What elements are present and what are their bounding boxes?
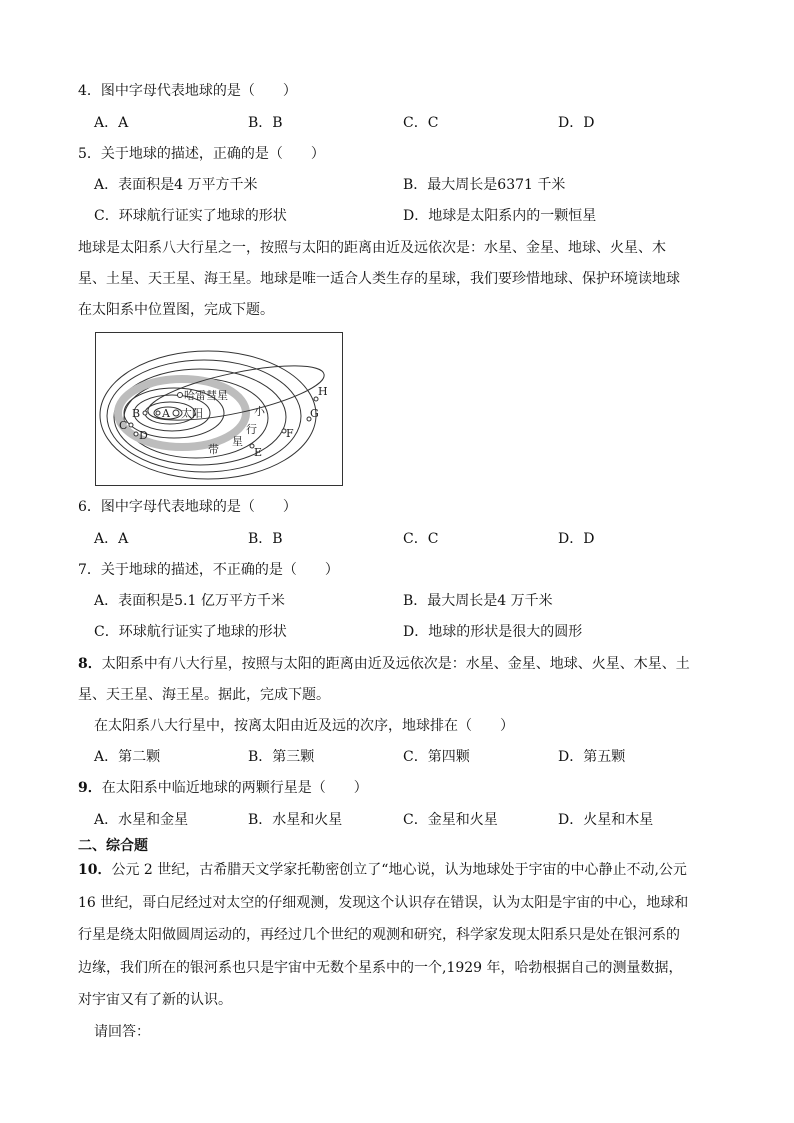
solar-system-diagram — [95, 332, 343, 486]
label-e: E — [254, 446, 263, 459]
q9-stem: 在太阳系中临近地球的两颗行星是（ ） — [101, 780, 368, 796]
q6-option-d: D．D — [558, 531, 595, 547]
q8-option-b: B．第三颗 — [248, 749, 315, 765]
q10-line-1 — [78, 860, 687, 880]
q8-line-1 — [78, 654, 690, 674]
q9-number: 9． — [78, 780, 102, 796]
planet-d-icon — [134, 432, 138, 436]
q8-sub: 在太阳系八大行星中，按离太阳由近及远的次序，地球排在（ ） — [94, 718, 514, 734]
q6-option-b: B．B — [248, 531, 283, 547]
section-title: 二、综合题 — [78, 838, 148, 854]
solar-system-svg — [96, 333, 342, 485]
q10-line-4: 边缘，我们所在的银河系也只是宇宙中无数个星系中的一个,1929 年，哈勃根据自己的测量数据， — [78, 960, 683, 976]
label-belt-2: 行 — [246, 423, 257, 436]
q9-option-b: B．水星和火星 — [248, 812, 343, 828]
label-comet: 哈雷彗星 — [184, 389, 228, 402]
q9-option-a: A．水星和金星 — [94, 812, 189, 828]
q8-option-a: A．第二颗 — [94, 749, 161, 765]
label-belt-1: 小 — [254, 405, 265, 418]
passage-line-3: 在太阳系中位置图，完成下题。 — [78, 302, 274, 318]
label-f: F — [286, 427, 294, 440]
q7-option-c: C．环球航行证实了地球的形状 — [94, 624, 287, 640]
q5-option-a: A．表面积是4 万平方千米 — [94, 177, 258, 193]
q8-text-1: 太阳系中有八大行星，按照与太阳的距离由近及远依次是：水星、金星、地球、火星、木星、土 — [101, 656, 690, 672]
q9-option-c: C．金星和火星 — [403, 812, 498, 828]
q10-text-1: 公元 2 世纪，古希腊天文学家托勒密创立了“地心说，认为地球处于宇宙的中心静止不动,公元 — [111, 862, 687, 878]
label-d: D — [139, 429, 148, 442]
q7-option-a: A．表面积是5.1 亿万平方千米 — [94, 593, 285, 609]
q5-option-d: D．地球是太阳系内的一颗恒星 — [403, 208, 597, 224]
q6-option-c: C．C — [403, 531, 439, 547]
q5-stem: 5．关于地球的描述，正确的是（ ） — [78, 146, 325, 162]
q4-stem: 4．图中字母代表地球的是（ ） — [78, 83, 297, 99]
label-g: G — [310, 407, 319, 420]
label-belt-4: 带 — [208, 443, 219, 456]
q4-option-c: C．C — [403, 115, 439, 131]
label-a: A — [162, 407, 170, 420]
q4-option-b: B．B — [248, 115, 283, 131]
q7-stem: 7．关于地球的描述，不正确的是（ ） — [78, 562, 339, 578]
q6-option-a: A．A — [94, 531, 129, 547]
q4-option-d: D．D — [558, 115, 595, 131]
q7-option-b: B．最大周长是4 万千米 — [403, 593, 553, 609]
q9-option-d: D．火星和木星 — [558, 812, 654, 828]
q10-line-3: 行星是绕太阳做圆周运动的，再经过几个世纪的观测和研究，科学家发现太阳系只是处在银河系的 — [78, 927, 680, 943]
label-h: H — [318, 385, 328, 398]
q10-line-2: 16 世纪，哥白尼经过对太空的仔细观测，发现这个认识存在错误，认为太阳是宇宙的中心，地球和 — [78, 895, 689, 911]
q8-option-c: C．第四颗 — [403, 749, 470, 765]
q8-number: 8． — [78, 656, 102, 672]
planet-a-icon — [156, 411, 160, 415]
q6-stem: 6．图中字母代表地球的是（ ） — [78, 499, 297, 515]
passage-line-2: 星、土星、天王星、海王星。地球是唯一适合人类生存的星球，我们要珍惜地球、保护环境读地球 — [78, 271, 680, 287]
q8-option-d: D．第五颗 — [558, 749, 626, 765]
q7-option-d: D．地球的形状是很大的圆形 — [403, 624, 583, 640]
q10-line-5: 对宇宙又有了新的认识。 — [78, 992, 232, 1008]
label-b: B — [132, 407, 141, 420]
q10-prompt: 请回答： — [94, 1024, 150, 1040]
q5-option-c: C．环球航行证实了地球的形状 — [94, 208, 287, 224]
label-c: C — [119, 419, 128, 432]
q10-number: 10． — [78, 862, 112, 878]
comet-icon — [178, 393, 183, 398]
label-belt-3: 星 — [232, 435, 243, 448]
q8-line-2: 星、天王星、海王星。据此，完成下题。 — [78, 687, 330, 703]
planet-c-icon — [129, 423, 133, 427]
q4-option-a: A．A — [94, 115, 129, 131]
label-sun: 太阳 — [181, 407, 203, 420]
planet-b-icon — [143, 411, 147, 415]
passage-line-1: 地球是太阳系八大行星之一，按照与太阳的距离由近及远依次是：水星、金星、地球、火星、木 — [78, 240, 666, 256]
q5-option-b: B．最大周长是6371 千米 — [403, 177, 566, 193]
sun-icon — [173, 410, 179, 416]
q9-line — [78, 778, 368, 798]
